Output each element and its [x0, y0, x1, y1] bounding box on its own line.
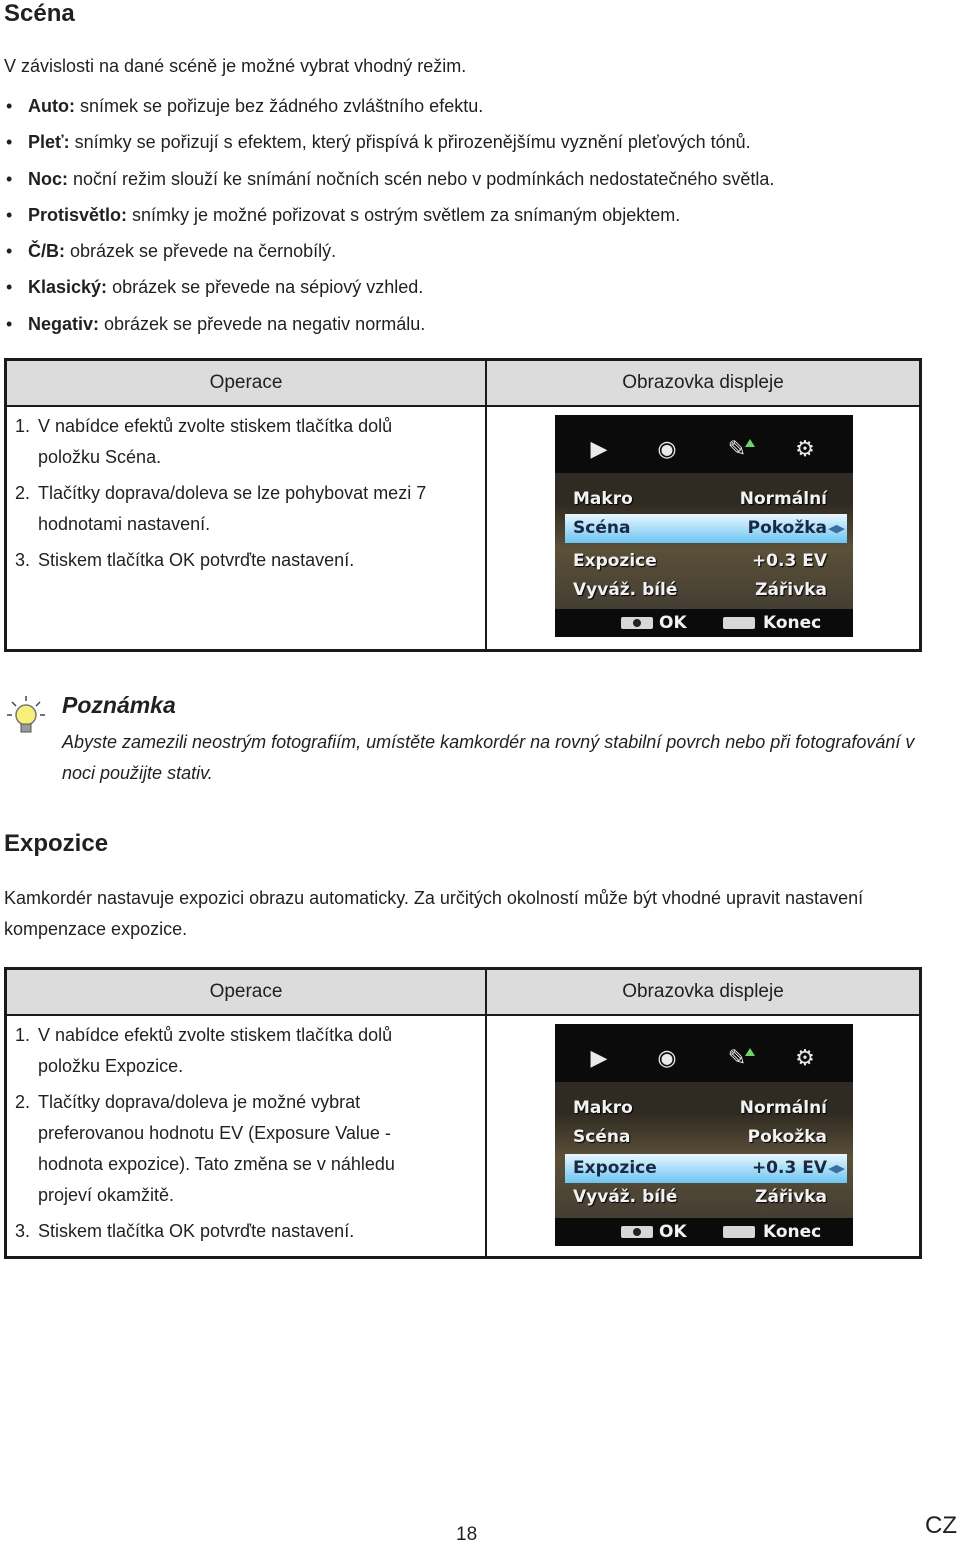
menu-row-scena: Scéna Pokožka ◀▶	[565, 514, 847, 543]
left-right-arrows-icon: ◀▶	[828, 1162, 845, 1175]
camera-menu-tabs	[555, 415, 853, 473]
list-item: • Negativ: obrázek se převede na negativ normálu.	[6, 306, 936, 342]
camera-icon: ◉	[657, 437, 677, 462]
effects-palette-icon: ✎	[727, 437, 747, 462]
exit-label: Konec	[763, 613, 822, 633]
camera-menu-rows	[565, 1094, 847, 1212]
ok-button-icon	[621, 1226, 653, 1238]
col-header-operation: Operace	[6, 969, 487, 1016]
step-item: 2. Tlačítky doprava/doleva se lze pohybovat mezi 7 hodnotami nastavení.	[15, 483, 427, 534]
camera-menu-tabs	[555, 1024, 853, 1082]
menu-row-vyvaz-bile: Vyváž. bílé Zářivka	[573, 580, 827, 600]
menu-row-scena: Scéna Pokožka	[573, 1127, 827, 1147]
return-button-icon	[723, 1226, 755, 1238]
ok-label: OK	[659, 1222, 687, 1242]
video-camera-icon: ▶	[590, 1046, 608, 1071]
steps-cell	[6, 406, 487, 651]
steps-list	[7, 407, 457, 576]
list-item: • Auto: snímek se pořizuje bez žádného zvláštního efektu.	[6, 88, 936, 124]
scene-title: Scéna	[4, 0, 75, 27]
exposure-intro: Kamkordér nastavuje expozici obrazu automaticky. Za určitých okolností může být vhodné upravit nastavení kompenzace expozice.	[4, 888, 864, 939]
menu-row-expozice: Expozice +0.3 EV	[573, 551, 827, 571]
step-item: 3. Stiskem tlačítka OK potvrďte nastavení.	[15, 550, 355, 570]
step-item: 1. V nabídce efektů zvolte stiskem tlačítka dolů položku Expozice.	[15, 1025, 393, 1076]
video-camera-icon: ▶	[590, 437, 608, 462]
return-button-icon	[723, 617, 755, 629]
col-header-display: Obrazovka displeje	[486, 360, 921, 407]
active-tab-marker	[745, 1048, 755, 1056]
menu-row-makro: Makro Normální	[573, 1098, 827, 1118]
exit-label: Konec	[763, 1222, 822, 1242]
list-item: • Protisvětlo: snímky je možné pořizovat s ostrým světlem za snímaným objektem.	[6, 197, 936, 233]
list-item: • Č/B: obrázek se převede na černobílý.	[6, 233, 936, 269]
left-right-arrows-icon: ◀▶	[828, 522, 845, 535]
camera-menu-footer	[555, 1218, 853, 1246]
scene-intro: V závislosti na dané scéně je možné vybrat vhodný režim.	[4, 56, 467, 76]
list-item: • Pleť: snímky se pořizují s efektem, který přispívá k přirozenějšímu vyznění pleťových tónů.	[6, 124, 936, 160]
step-item: 2. Tlačítky doprava/doleva je možné vybrat preferovanou hodnotu EV (Exposure Value - hodnota expozice). Tato změna se v náhledu projeví okamžitě.	[15, 1092, 395, 1205]
camera-icon: ◉	[657, 1046, 677, 1071]
scene-operation-table	[4, 358, 922, 652]
list-item: • Noc: noční režim slouží ke snímání nočních scén nebo v podmínkách nedostatečného světla.	[6, 161, 936, 197]
camera-menu-screen	[555, 415, 853, 637]
ok-button-icon	[621, 617, 653, 629]
col-header-display: Obrazovka displeje	[486, 969, 921, 1016]
camera-menu-footer	[555, 609, 853, 637]
menu-row-makro: Makro Normální	[573, 489, 827, 509]
language-code: CZ	[925, 1512, 957, 1539]
active-tab-marker	[745, 439, 755, 447]
exposure-title: Expozice	[4, 830, 109, 857]
gear-icon: ⚙	[795, 1046, 815, 1071]
display-cell	[486, 406, 921, 651]
scene-mode-list	[6, 88, 936, 342]
page-number: 18	[456, 1524, 478, 1545]
camera-menu-screen	[555, 1024, 853, 1246]
exposure-operation-table	[4, 967, 922, 1259]
lightbulb-icon	[6, 694, 46, 736]
step-item: 1. V nabídce efektů zvolte stiskem tlačítka dolů položku Scéna.	[15, 416, 393, 467]
menu-row-vyvaz-bile: Vyváž. bílé Zářivka	[573, 1187, 827, 1207]
steps-list	[7, 1016, 447, 1247]
display-cell	[486, 1015, 921, 1258]
camera-menu-rows	[565, 485, 847, 605]
effects-palette-icon: ✎	[727, 1046, 747, 1071]
note-title: Poznámka	[62, 692, 176, 718]
col-header-operation: Operace	[6, 360, 487, 407]
menu-row-expozice: Expozice +0.3 EV ◀▶	[565, 1154, 847, 1183]
gear-icon: ⚙	[795, 437, 815, 462]
steps-cell	[6, 1015, 487, 1258]
ok-label: OK	[659, 613, 687, 633]
list-item: • Klasický: obrázek se převede na sépiový vzhled.	[6, 269, 936, 305]
note-text: Abyste zamezili neostrým fotografiím, umístěte kamkordér na rovný stabilní povrch nebo při fotografování v noci použijte stativ.	[62, 732, 915, 783]
step-item: 3. Stiskem tlačítka OK potvrďte nastavení.	[15, 1221, 355, 1241]
